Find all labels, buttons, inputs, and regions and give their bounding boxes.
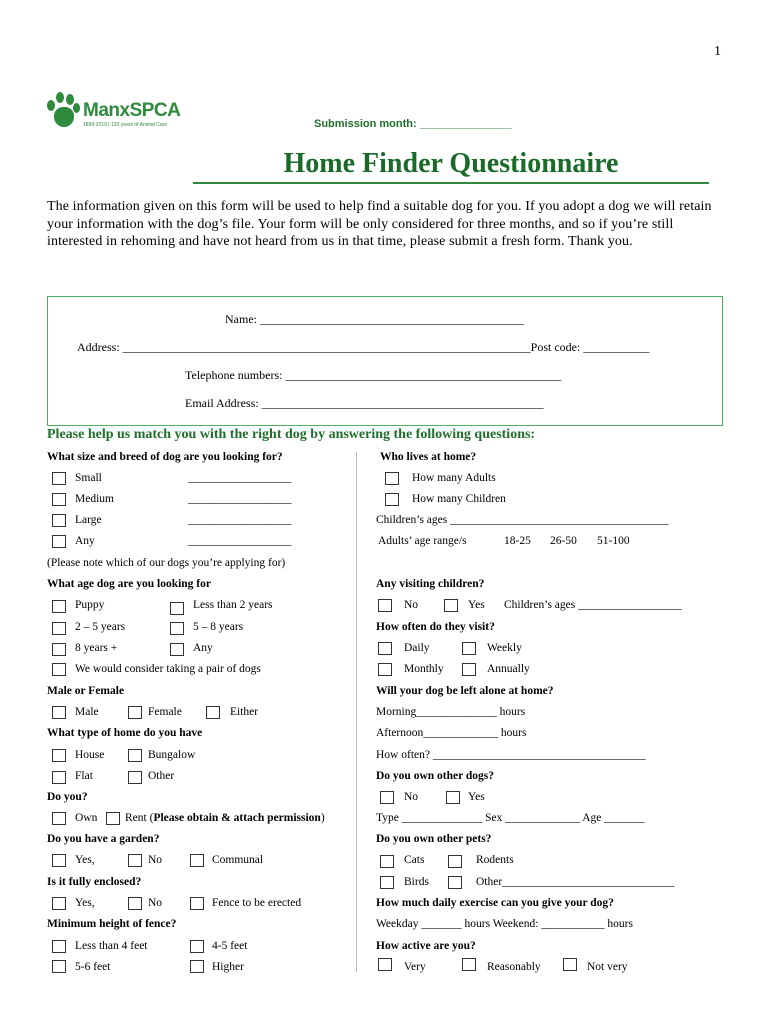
- children-label: How many Children: [412, 493, 506, 505]
- children-checkbox[interactable]: [385, 493, 399, 506]
- fence-4-5-checkbox[interactable]: [190, 940, 204, 953]
- range-26-50[interactable]: 26-50: [550, 535, 577, 547]
- cats-checkbox[interactable]: [380, 855, 394, 868]
- intro-paragraph: The information given on this form will be used to help find a suitable dog for you. If you adopt a dog we will retain your information with the dog’s file. Your form will be only considered for three months, and so if you’re still interested in rehoming and have not heard from us in that time, please submit a fresh form. Thank you.: [47, 199, 712, 249]
- own-label: Own: [75, 812, 98, 824]
- daily-checkbox[interactable]: [378, 642, 392, 655]
- visiting-question: Any visiting children?: [376, 578, 485, 590]
- size-large-blank[interactable]: __________________: [188, 514, 292, 526]
- age-question: What age dog are you looking for: [47, 578, 211, 590]
- size-question: What size and breed of dog are you looking for?: [47, 451, 283, 463]
- garden-communal-label: Communal: [212, 854, 264, 866]
- size-medium-checkbox[interactable]: [52, 493, 66, 506]
- size-large-checkbox[interactable]: [52, 514, 66, 527]
- home-flat-checkbox[interactable]: [52, 771, 66, 784]
- alone-question: Will your dog be left alone at home?: [376, 685, 554, 697]
- age-pair-checkbox[interactable]: [52, 663, 66, 676]
- cats-label: Cats: [404, 854, 425, 866]
- fence-question: Minimum height of fence?: [47, 918, 177, 930]
- size-medium-blank[interactable]: __________________: [188, 493, 292, 505]
- age-lt2-label: Less than 2 years: [193, 599, 273, 611]
- sex-question: Male or Female: [47, 685, 125, 697]
- age-pair-label: We would consider taking a pair of dogs: [75, 663, 261, 675]
- email-field[interactable]: Email Address: _______________________________________________: [185, 396, 544, 410]
- visit-yes-checkbox[interactable]: [444, 599, 458, 612]
- daily-label: Daily: [404, 642, 430, 654]
- fence-4-5-label: 4-5 feet: [212, 940, 248, 952]
- age-any-checkbox[interactable]: [170, 643, 184, 656]
- age-puppy-label: Puppy: [75, 599, 105, 611]
- active-question: How active are you?: [376, 940, 476, 952]
- column-divider: [356, 452, 357, 972]
- other-dogs-question: Do you own other dogs?: [376, 770, 494, 782]
- home-question: What type of home do you have: [47, 727, 203, 739]
- who-question: Who lives at home?: [380, 451, 477, 463]
- home-other-checkbox[interactable]: [128, 771, 142, 784]
- sex-female-label: Female: [148, 706, 182, 718]
- enclosed-question: Is it fully enclosed?: [47, 876, 142, 888]
- garden-communal-checkbox[interactable]: [190, 854, 204, 867]
- size-large-label: Large: [75, 514, 102, 526]
- fence-higher-label: Higher: [212, 961, 244, 973]
- weekly-label: Weekly: [487, 642, 522, 654]
- afternoon-field[interactable]: Afternoon_____________ hours: [376, 727, 527, 739]
- size-any-checkbox[interactable]: [52, 535, 66, 548]
- sex-either-label: Either: [230, 706, 259, 718]
- not-very-label: Not very: [587, 961, 628, 973]
- home-other-label: Other: [148, 770, 175, 782]
- page-title: Home Finder Questionnaire: [193, 148, 709, 184]
- range-18-25[interactable]: 18-25: [504, 535, 531, 547]
- rent-permission-note: Please obtain & attach permission: [153, 812, 321, 824]
- home-flat-label: Flat: [75, 770, 93, 782]
- very-label: Very: [404, 961, 426, 973]
- birds-checkbox[interactable]: [380, 876, 394, 889]
- size-any-blank[interactable]: __________________: [188, 535, 292, 547]
- enclosed-erect-label: Fence to be erected: [212, 897, 302, 909]
- age-5-8-label: 5 – 8 years: [193, 621, 244, 633]
- monthly-label: Monthly: [404, 663, 444, 675]
- age-8-checkbox[interactable]: [52, 643, 66, 656]
- annually-checkbox[interactable]: [462, 663, 476, 676]
- fence-higher-checkbox[interactable]: [190, 960, 204, 973]
- garden-no-checkbox[interactable]: [128, 854, 142, 867]
- dogs-no-label: No: [404, 791, 419, 803]
- size-any-label: Any: [75, 535, 95, 547]
- adults-range-label: Adults’ age range/s: [378, 535, 467, 547]
- not-very-checkbox[interactable]: [563, 958, 577, 971]
- sex-either-checkbox[interactable]: [206, 706, 220, 719]
- range-51-100[interactable]: 51-100: [597, 535, 630, 547]
- age-5-8-checkbox[interactable]: [170, 622, 184, 635]
- birds-label: Birds: [404, 876, 429, 888]
- garden-yes-label: Yes,: [75, 854, 95, 866]
- sex-male-label: Male: [75, 706, 99, 718]
- monthly-checkbox[interactable]: [378, 663, 392, 676]
- dogs-yes-label: Yes: [468, 791, 485, 803]
- dogs-no-checkbox[interactable]: [380, 791, 394, 804]
- reasonably-label: Reasonably: [487, 961, 541, 973]
- visit-yes-label: Yes: [468, 599, 485, 611]
- logo-tagline: 1899-2019 | 120 years of Animal Care: [83, 122, 168, 128]
- adults-label: How many Adults: [412, 472, 496, 484]
- how-often-field[interactable]: How often? _____________________________________: [376, 749, 646, 761]
- own-question: Do you?: [47, 791, 88, 803]
- fence-lt4-checkbox[interactable]: [52, 940, 66, 953]
- home-bungalow-checkbox[interactable]: [128, 749, 142, 762]
- rent-label: [125, 812, 325, 824]
- rent-label-text: Rent (: [125, 812, 154, 824]
- visit-no-label: No: [404, 599, 419, 611]
- telephone-field[interactable]: Telephone numbers: ______________________________________________: [185, 368, 562, 382]
- enclosed-yes-label: Yes,: [75, 897, 95, 909]
- size-small-blank[interactable]: __________________: [188, 472, 292, 484]
- size-small-checkbox[interactable]: [52, 472, 66, 485]
- dog-details-field[interactable]: Type ______________ Sex _____________ Age _______: [376, 812, 645, 824]
- page-number: 1: [714, 44, 721, 59]
- adults-checkbox[interactable]: [385, 472, 399, 485]
- enclosed-no-checkbox[interactable]: [128, 897, 142, 910]
- morning-field[interactable]: Morning______________ hours: [376, 706, 526, 718]
- annually-label: Annually: [487, 663, 530, 675]
- rodents-checkbox[interactable]: [448, 855, 462, 868]
- address-field[interactable]: Address: ____________________________________________________________________Post code: ___________: [77, 340, 650, 354]
- home-house-checkbox[interactable]: [52, 749, 66, 762]
- size-small-label: Small: [75, 472, 102, 484]
- weekly-checkbox[interactable]: [462, 642, 476, 655]
- children-ages-field[interactable]: Children’s ages ______________________________________: [376, 514, 669, 526]
- own-checkbox[interactable]: [52, 812, 66, 825]
- other-pets-question: Do you own other pets?: [376, 833, 492, 845]
- visit-ages-field[interactable]: Children’s ages __________________: [504, 599, 682, 611]
- dogs-note: (Please note which of our dogs you’re applying for): [47, 557, 286, 569]
- logo-name: ManxSPCA: [83, 100, 181, 121]
- very-checkbox[interactable]: [378, 958, 392, 971]
- fence-lt4-label: Less than 4 feet: [75, 940, 148, 952]
- age-puppy-checkbox[interactable]: [52, 600, 66, 613]
- garden-no-label: No: [148, 854, 163, 866]
- home-bungalow-label: Bungalow: [148, 749, 196, 761]
- age-any-label: Any: [193, 642, 213, 654]
- questions-heading: Please help us match you with the right dog by answering the following questions:: [47, 427, 536, 442]
- age-lt2-checkbox[interactable]: [170, 602, 184, 615]
- rodents-label: Rodents: [476, 854, 514, 866]
- garden-question: Do you have a garden?: [47, 833, 160, 845]
- sex-male-checkbox[interactable]: [52, 706, 66, 719]
- visit-no-checkbox[interactable]: [378, 599, 392, 612]
- sex-female-checkbox[interactable]: [128, 706, 142, 719]
- enclosed-yes-checkbox[interactable]: [52, 897, 66, 910]
- home-house-label: House: [75, 749, 105, 761]
- exercise-question: How much daily exercise can you give your dog?: [376, 897, 614, 909]
- dogs-yes-checkbox[interactable]: [446, 791, 460, 804]
- reasonably-checkbox[interactable]: [462, 958, 476, 971]
- name-field[interactable]: Name: ____________________________________________: [225, 312, 524, 326]
- enclosed-no-label: No: [148, 897, 163, 909]
- fence-5-6-checkbox[interactable]: [52, 960, 66, 973]
- rent-checkbox[interactable]: [106, 812, 120, 825]
- rent-label-end: ): [320, 812, 325, 824]
- exercise-field[interactable]: Weekday _______ hours Weekend: ___________ hours: [376, 918, 633, 930]
- pets-other-field[interactable]: Other______________________________: [476, 876, 675, 888]
- size-medium-label: Medium: [75, 493, 114, 505]
- garden-yes-checkbox[interactable]: [52, 854, 66, 867]
- fence-5-6-label: 5-6 feet: [75, 961, 111, 973]
- often-question: How often do they visit?: [376, 621, 495, 633]
- age-2-5-checkbox[interactable]: [52, 622, 66, 635]
- age-8-label: 8 years +: [75, 642, 118, 654]
- pets-other-checkbox[interactable]: [448, 876, 462, 889]
- enclosed-erect-checkbox[interactable]: [190, 897, 204, 910]
- age-2-5-label: 2 – 5 years: [75, 621, 126, 633]
- submission-month[interactable]: Submission month: _______________: [314, 118, 512, 130]
- manxspca-logo: [45, 90, 205, 134]
